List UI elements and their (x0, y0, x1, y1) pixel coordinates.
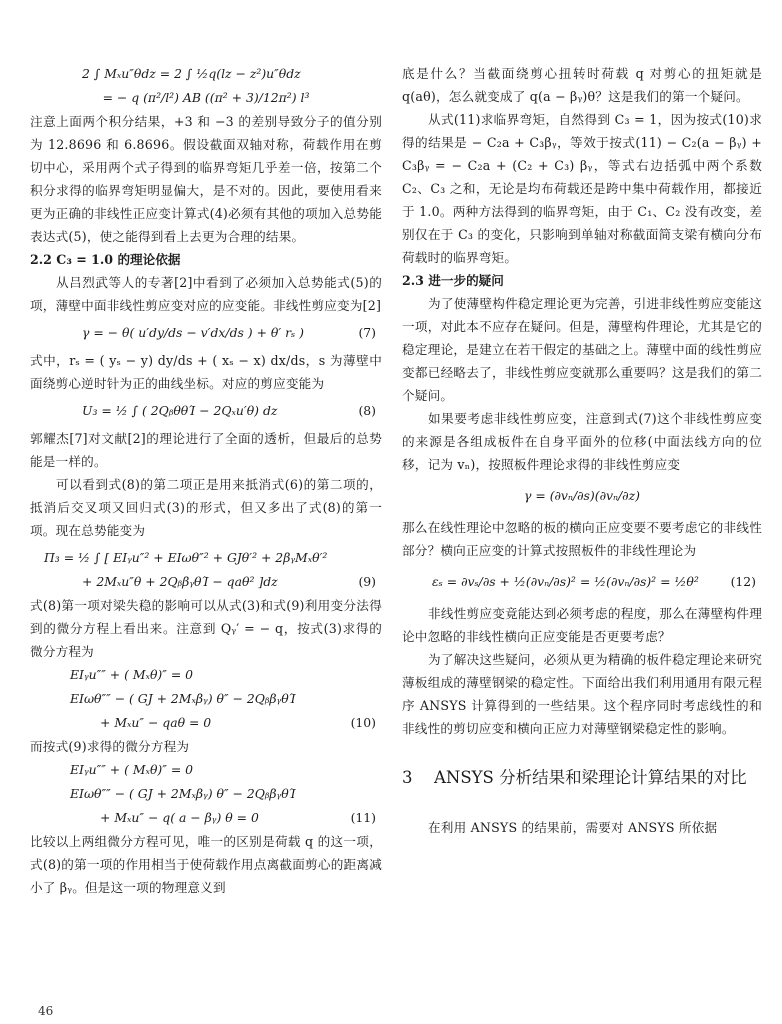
paragraph: 从式(11)求临界弯矩，自然得到 C₃ = 1，因为按式(10)求得的结果是 − C₂a + C₃βᵧ，等效于按式(11) − C₂(a − βᵧ) + C₃βᵧ = − C₂a + (C₂ + C₃) βᵧ，等式右边括弧中两个系数 C₂、C₃ 之和，无论是均布荷载还是跨中集中荷载作用，都接近于 1.0。两种方法得到的临界弯矩，由于 C₁、C₂ 没有改变，差别仅在于 C₃ 的变化，只影响到单轴对称截面简支梁有横向分布荷载时的临界弯矩。 (402, 112, 762, 265)
equation-11-line3: + Mₓu″ − q( a − βᵧ) θ = 0 (11) (100, 810, 376, 825)
paragraph: 为了使薄壁构件稳定理论更为完善，引进非线性剪应变能这一项，对此本不应存在疑问。但是，薄壁构件理论，尤其是它的稳定理论，是建立在若干假定的基础之上。薄壁中面的线性剪应变都已经略去了，非线性剪应变就那么重要吗？这是我们的第二个疑问。 (402, 296, 762, 403)
left-column (30, 62, 382, 899)
paragraph: 比较以上两组微分方程可见，唯一的区别是荷载 q 的这一项，式(8)的第一项的作用相当于使荷载作用点离截面剪心的距离减小了 βᵧ。但是这一项的物理意义到 (30, 834, 382, 895)
equation-9-line2: + 2Mₓu″θ + 2QᵦβᵧθΊ − qaθ² ]dz (9) (82, 574, 376, 589)
paragraph: 为了解决这些疑问，必须从更为精确的板件稳定理论来研究薄板组成的薄壁钢梁的稳定性。下面给出我们利用通用有限元程序 ANSYS 计算得到的一些结果。这个程序同时考虑线性的和非线性的剪切应变和横向正应力对薄壁钢梁稳定性的影响。 (402, 652, 762, 736)
equation-integral-a: 2 ∫ Mₓu″θdz = 2 ∫ ½q(lz − z²)u″θdz (82, 66, 301, 81)
page-number: 46 (38, 1004, 54, 1018)
right-column (402, 62, 762, 839)
section-heading-2-2: 2.2 C₃ = 1.0 的理论依据 (30, 252, 181, 267)
equation-8: U₃ = ½ ∫ ( 2QᵦθθΊ − 2Qₓu′θ) dz (8) (82, 403, 376, 418)
equation-10-line2: EIωθ″″ − ( GJ + 2Mₓβᵧ) θ″ − 2QᵦβᵧθΊ (70, 691, 296, 706)
paragraph: 底是什么？当截面绕剪心扭转时荷载 q 对剪心的扭矩就是 q(aθ)，怎么就变成了 q(a − βᵧ)θ？这是我们的第一个疑问。 (402, 66, 762, 104)
equation-gamma: γ = (∂vₙ/∂s)(∂vₙ/∂z) (524, 488, 640, 503)
equation-7: γ = − θ( u′dy/ds − v′dx/ds ) + θ′ rₛ ) (7) (82, 325, 376, 340)
paragraph: 注意上面两个积分结果，+3 和 −3 的差别导致分子的值分别为 12.8696 和 6.8696。假设截面双轴对称，荷载作用在剪切中心，采用两个式子得到的临界弯矩几乎差一倍，按第二个积分求得的临界弯矩明显偏大，是不对的。因此，要使用看来更为正确的非线性正应变计算式(4)必须有其他的项加入总势能表达式(5)，使之能得到看上去更为合理的结果。 (30, 114, 382, 244)
paragraph: 在利用 ANSYS 的结果前，需要对 ANSYS 所依据 (428, 820, 718, 835)
paragraph: 而按式(9)求得的微分方程为 (30, 739, 190, 754)
equation-11-line2: EIωθ″″ − ( GJ + 2Mₓβᵧ) θ″ − 2QᵦβᵧθΊ (70, 786, 296, 801)
equation-12: εₛ = ∂vₛ/∂s + ½(∂vₙ/∂s)² = ½(∂vₙ/∂s)² = ½θ² (12) (432, 574, 756, 589)
paragraph: 从吕烈武等人的专著[2]中看到了必须加入总势能式(5)的项，薄壁中面非线性剪应变对应的应变能。非线性剪应变为[2] (30, 275, 382, 313)
section-heading-3: 3 ANSYS 分析结果和梁理论计算结果的对比 (402, 768, 747, 787)
paragraph: 可以看到式(8)的第二项正是用来抵消式(6)的第二项的，抵消后交叉项又回归式(3)的形式，但又多出了式(8)的第一项。现在总势能变为 (30, 477, 382, 538)
paragraph: 式中，rₛ = ( yₛ − y) dy/ds + ( xₛ − x) dx/ds，s 为薄壁中面绕剪心逆时针为正的曲线坐标。对应的剪应变能为 (30, 353, 382, 391)
equation-10-line3: + Mₓu″ − qaθ = 0 (10) (100, 715, 376, 730)
paragraph: 郭耀杰[7]对文献[2]的理论进行了全面的透析，但最后的总势能是一样的。 (30, 431, 382, 469)
equation-9-line1: Π₃ = ½ ∫ [ EIᵧu″² + EIωθ″² + GJθ′² + 2βᵧMₓθ′² (44, 550, 328, 565)
paragraph: 那么在线性理论中忽略的板的横向正应变要不要考虑它的非线性部分？横向正应变的计算式按照板件的非线性理论为 (402, 520, 762, 558)
equation-10-line1: EIᵧu″″ + ( Mₓθ)″ = 0 (70, 667, 194, 682)
paragraph: 如果要考虑非线性剪应变，注意到式(7)这个非线性剪应变的来源是各组成板件在自身平面外的位移(中面法线方向的位移，记为 vₙ)，按照板件理论求得的非线性剪应变 (402, 411, 762, 472)
paragraph: 非线性剪应变竟能达到必须考虑的程度，那么在薄壁构件理论中忽略的非线性横向正应变能是否更要考虑？ (402, 606, 762, 644)
section-heading-2-3: 2.3 进一步的疑问 (402, 273, 504, 288)
paragraph: 式(8)第一项对梁失稳的影响可以从式(3)和式(9)利用变分法得到的微分方程上看出来。注意到 Qᵧ′ = − q，按式(3)求得的微分方程为 (30, 598, 382, 659)
equation-integral-b: = − q (π²/l²) AB ((π² + 3)/12π²) l³ (102, 90, 310, 105)
equation-11-line1: EIᵧu″″ + ( Mₓθ)″ = 0 (70, 762, 194, 777)
